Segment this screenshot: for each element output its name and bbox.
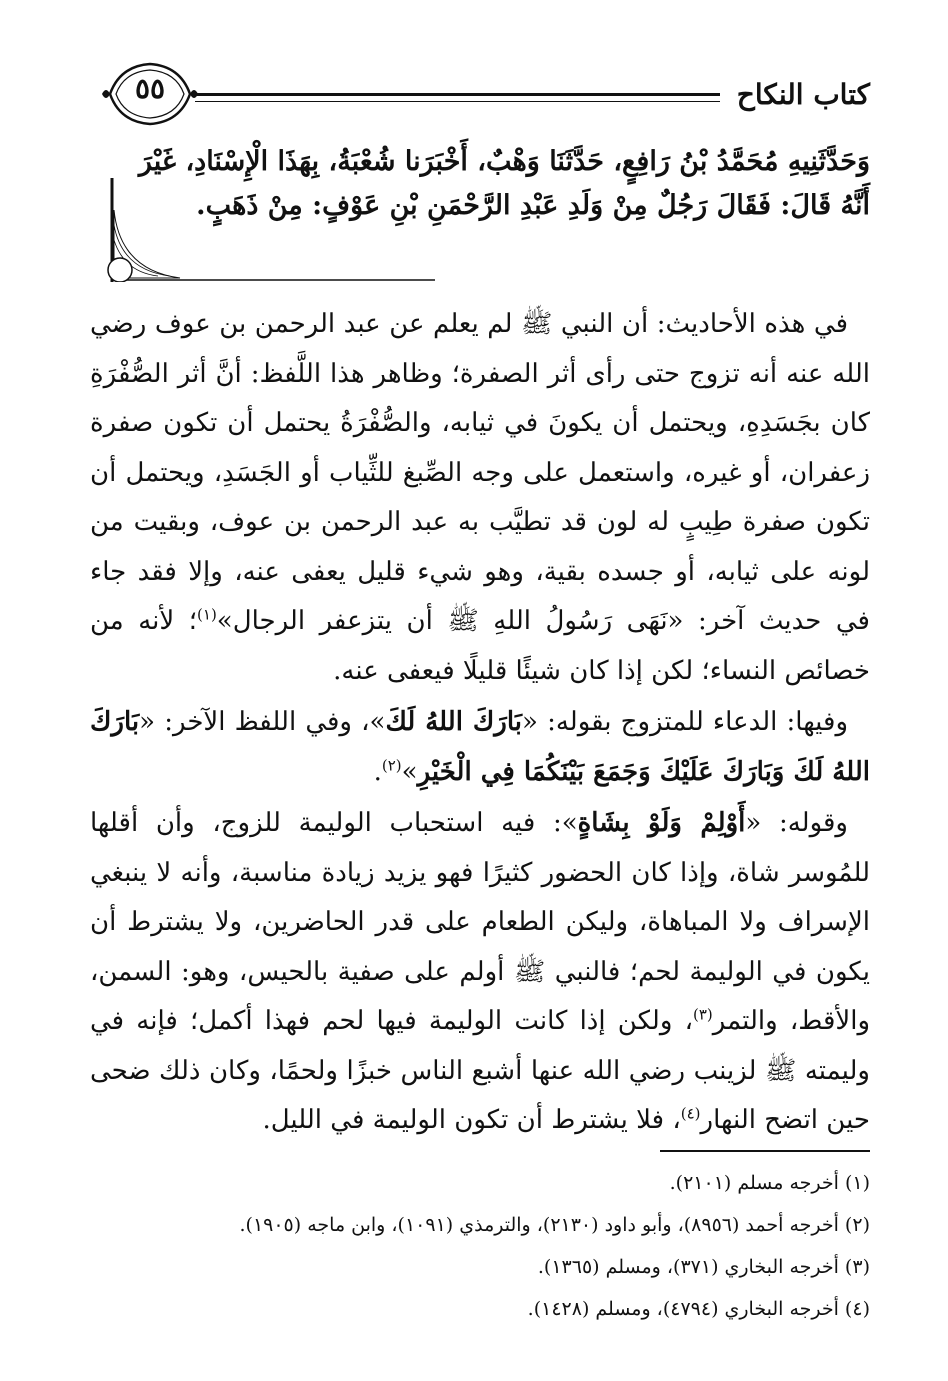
hadith-line: أَنَّهُ قَالَ: فَقَالَ رَجُلٌ مِنْ وَلَدِ عَبْدِ الرَّحْمَنِ بْنِ عَوْفٍ: مِنْ ذَهَبٍ. [196, 190, 870, 221]
page-number: ٥٥ [134, 72, 166, 105]
footnote-ref: (٤) [680, 1104, 701, 1123]
quoted-supplication: بَارَكَ اللهُ لَكَ [385, 707, 523, 737]
hadith-line: وَحَدَّثَنِيهِ مُحَمَّدُ بْنُ رَافِعٍ، حَدَّثَنَا وَهْبٌ، أَخْبَرَنا شُعْبَةُ، بِهَذَا الْإِسْنَادِ، غَيْرَ [138, 146, 870, 177]
footnote: (١) أخرجه مسلم (٢١٠١). [669, 1172, 870, 1194]
quoted-supplication: بَارَكَ اللهُ لَكَ وَبَارَكَ عَلَيْكَ وَجَمَعَ بَيْنَكُمَا فِي الْخَيْرِ [90, 707, 870, 787]
footnote: (٢) أخرجه أحمد (٨٩٥٦)، وأبو داود (٢١٣٠)، والترمذي (١٠٩١)، وابن ماجه (١٩٠٥). [239, 1214, 870, 1236]
commentary-text [90, 300, 870, 1146]
footnotes [90, 1162, 870, 1330]
footnote-ref: (٣) [693, 1005, 713, 1024]
quoted-hadith-phrase: أَوْلِمْ وَلَوْ بِشَاةٍ [577, 808, 746, 838]
footnote: (٤) أخرجه البخاري (٤٧٩٤)، ومسلم (١٤٢٨). [527, 1298, 870, 1320]
hadith-block [100, 140, 870, 280]
footnote-ref: (٢) [381, 755, 402, 774]
chapter-title: كتاب النكاح [736, 78, 870, 111]
paragraph: وقوله: «أَوْلِمْ وَلَوْ بِشَاةٍ»: فيه استحباب الوليمة للزوج، وأن أقلها للمُوسر شاة، وإذا كان الحضور كثيرًا فهو يزيد زيادة مناسبة، وأنه لا ينبغي الإسراف ولا المباهاة، وليكن الطعام على قدر الحاضرين، ولا يشترط أن يكون في الوليمة لحم؛ فالنبي ﷺ أولم على صفية بالحيس، وهو: السمن، والأقط، والتمر$^{(٣)}$، ولكن إذا كانت الوليمة فيها لحم فهذا أكمل؛ فإنه في وليمته ﷺ لزينب رضي الله عنها أشبع الناس خبزًا ولحمًا، وكان ذلك ضحى حين اتضح النهار$^{(٤)}$، فلا يشترط أن تكون الوليمة في الليل. [90, 808, 871, 1135]
hadith-text [100, 140, 870, 228]
footnote-ref: (١) [197, 605, 217, 624]
paragraph: وفيها: الدعاء للمتزوج بقوله: «بَارَكَ اللهُ لَكَ»، وفي اللفظ الآخر: «بَارَكَ اللهُ لَكَ وَبَارَكَ عَلَيْكَ وَجَمَعَ بَيْنَكُمَا فِي الْخَيْرِ»$^{(٢)}$. [90, 707, 870, 787]
header-rule [195, 93, 720, 102]
paragraph: في هذه الأحاديث: أن النبي ﷺ لم يعلم عن عبد الرحمن بن عوف رضي الله عنه أنه تزوج حتى رأى أثر الصفرة؛ وظاهر هذا اللَّفظ: أنَّ أثر الصُّفْرَةِ كان بجَسَدِهِ، ويحتمل أن يكونَ في ثيابه، والصُّفْرَةُ يحتمل أن تكون صفرة زعفران، أو غيره، واستعمل على وجه الصِّبغ للثِّياب أو الجَسَدِ، ويحتمل أن تكون صفرة طِيبٍ له لون قد تطيَّب به عبد الرحمن بن عوف، وبقيت من لونه على ثيابه، أو جسده بقية، وهو شيء قليل يعفى عنه، وإلا فقد جاء في حديث آخر: «نَهَى رَسُولُ اللهِ ﷺ أن يتزعفر الرجال»$^{(١)}$؛ لأنه من خصائص النساء؛ لكن إذا كان شيئًا قليلًا فيعفى عنه. [90, 309, 870, 686]
footnote: (٣) أخرجه البخاري (٣٧١)، ومسلم (١٣٦٥). [537, 1256, 870, 1278]
page-header [100, 58, 870, 128]
footnote-separator [660, 1150, 870, 1152]
